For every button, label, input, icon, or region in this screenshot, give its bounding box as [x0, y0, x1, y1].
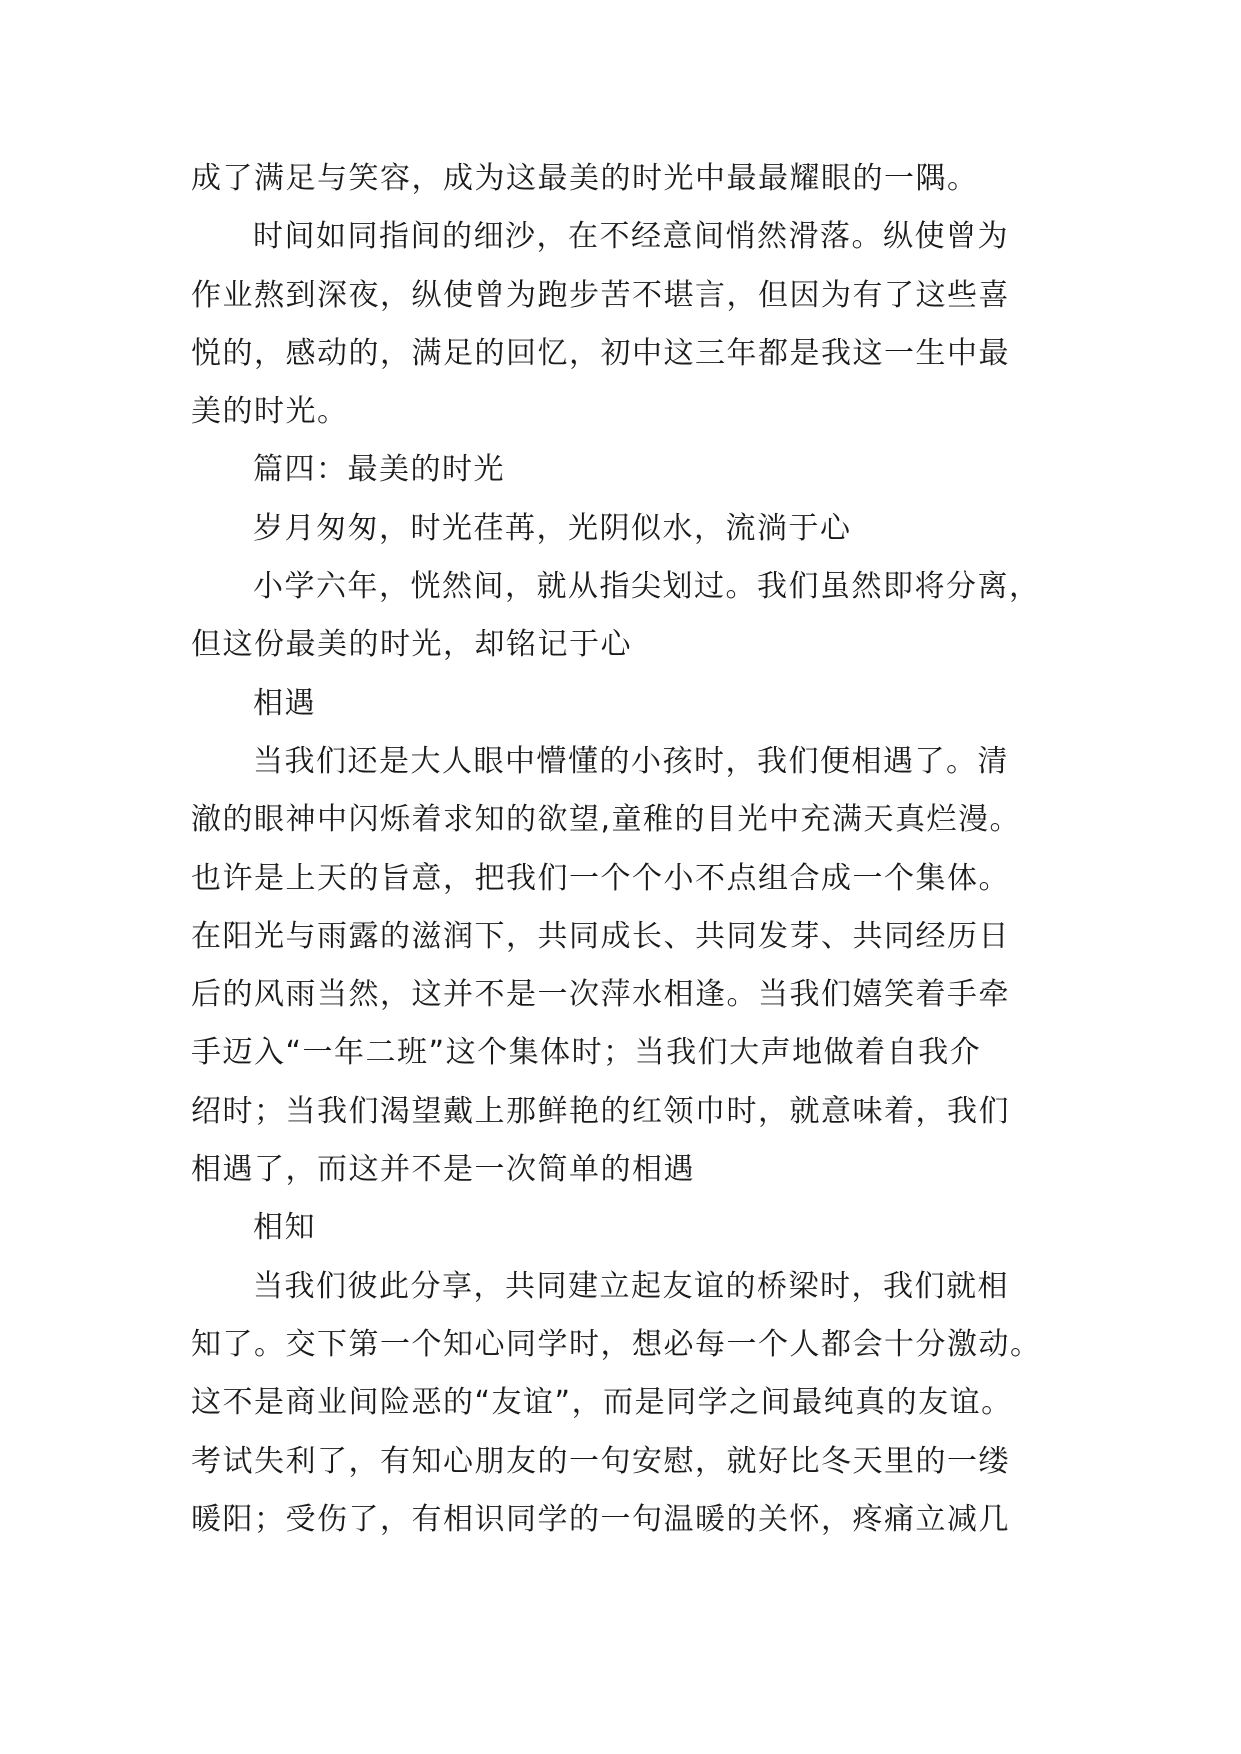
text-line: 但这份最美的时光，却铭记于心	[191, 627, 632, 663]
text-line: 澈的眼神中闪烁着求知的欲望,童稚的目光中充满天真烂漫。	[191, 802, 1022, 838]
text-line: 考试失利了，有知心朋友的一句安慰，就好比冬天里的一缕	[191, 1443, 1010, 1479]
subheading: 相遇	[253, 685, 316, 721]
text-line: 绍时；当我们渴望戴上那鲜艳的红领巾时，就意味着，我们	[191, 1093, 1010, 1129]
text-line: 在阳光与雨露的滋润下，共同成长、共同发芽、共同经历日	[191, 918, 1010, 954]
text-line: 悦的，感动的，满足的回忆，初中这三年都是我这一生中最	[191, 335, 1010, 371]
text-line: 作业熬到深夜，纵使曾为跑步苦不堪言，但因为有了这些喜	[191, 277, 1010, 313]
text-line: 成了满足与笑容，成为这最美的时光中最最耀眼的一隅。	[191, 161, 979, 196]
text-line: 小学六年，恍然间，就从指尖划过。我们虽然即将分离，	[253, 569, 1041, 605]
text-line: 美的时光。	[191, 394, 349, 430]
text-line: 手迈入“一年二班”这个集体时；当我们大声地做着自我介	[191, 1035, 982, 1071]
section-heading: 篇四：最美的时光	[253, 452, 505, 488]
text-line: 当我们彼此分享，共同建立起友谊的桥梁时，我们就相	[253, 1268, 1009, 1304]
text-line: 知了。交下第一个知心同学时，想必每一个人都会十分激动。	[191, 1326, 1042, 1362]
text-line: 这不是商业间险恶的“友谊”，而是同学之间最纯真的友谊。	[191, 1385, 1013, 1421]
text-line: 后的风雨当然，这并不是一次萍水相逢。当我们嬉笑着手牵	[191, 977, 1010, 1013]
document-page	[191, 150, 1061, 1549]
text-line: 时间如同指间的细沙，在不经意间悄然滑落。纵使曾为	[253, 219, 1009, 255]
text-line: 相遇了，而这并不是一次简单的相遇	[191, 1152, 695, 1188]
text-line: 岁月匆匆，时光荏苒，光阴似水，流淌于心	[253, 510, 852, 546]
text-line: 当我们还是大人眼中懵懂的小孩时，我们便相遇了。清	[253, 743, 1009, 779]
subheading: 相知	[253, 1210, 316, 1246]
text-line: 暖阳；受伤了，有相识同学的一句温暖的关怀，疼痛立减几	[191, 1501, 1010, 1537]
text-line: 也许是上天的旨意，把我们一个个小不点组合成一个集体。	[191, 860, 1010, 896]
